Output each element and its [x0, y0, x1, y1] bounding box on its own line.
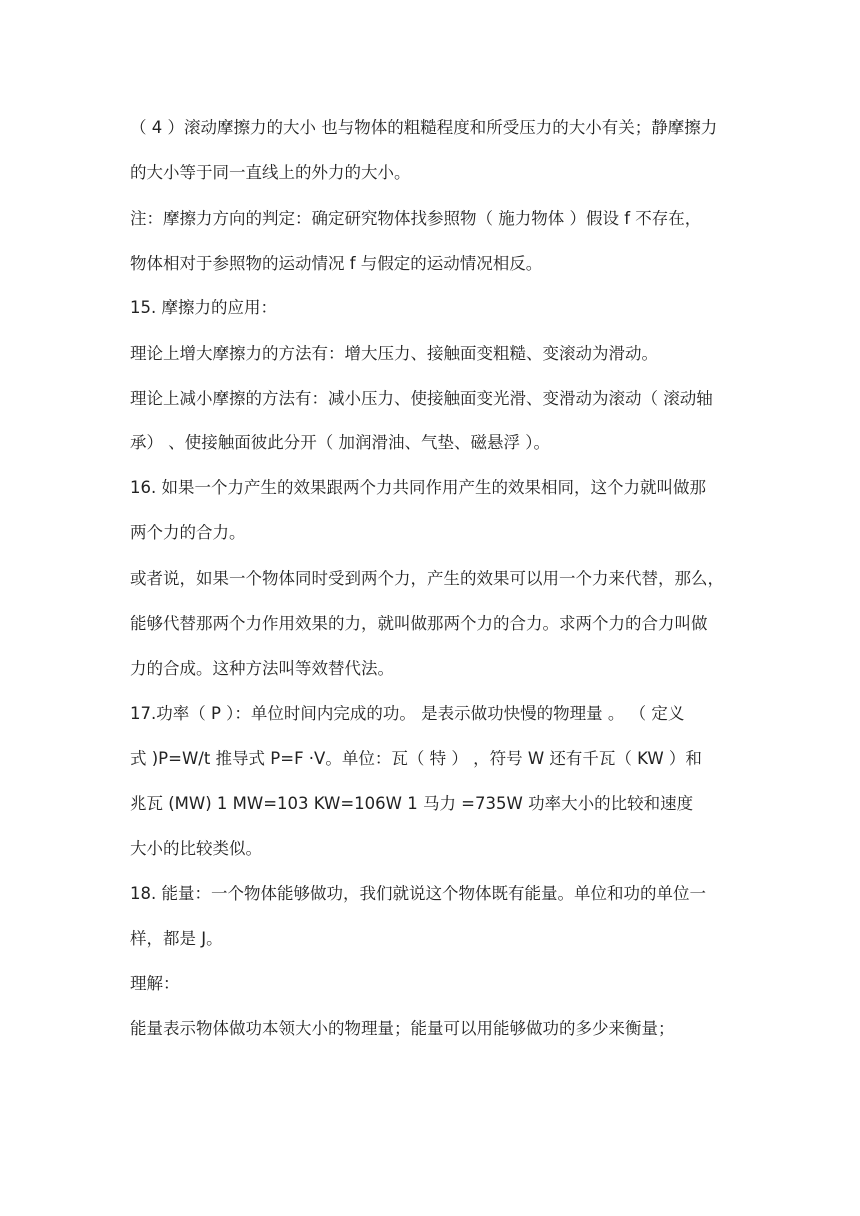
- text-line: 理论上增大摩擦力的方法有：增大压力、接触面变粗糙、变滚动为滑动。: [130, 344, 658, 363]
- text-line: 式 )P=W/t 推导式 P=F ·V。单位：瓦（ 特 ） ，符号 W 还有千瓦（ KW ）和: [130, 749, 702, 768]
- text-line: 大小的比较类似。: [130, 839, 262, 858]
- text-line: 两个力的合力。: [130, 523, 246, 542]
- text-line: 样，都是 J。: [130, 929, 223, 948]
- text-line: （ 4 ）滚动摩擦力的大小 也与物体的粗糙程度和所受压力的大小有关；静摩擦力: [130, 118, 718, 137]
- text-line: 力的合成。这种方法叫等效替代法。: [130, 659, 394, 678]
- text-line: 兆瓦 (MW) 1 MW=103 KW=106W 1 马力 =735W 功率大小的比较和速度: [130, 794, 694, 813]
- text-line: 能量表示物体做功本领大小的物理量；能量可以用能够做功的多少来衡量；: [130, 1019, 675, 1038]
- section-heading: 18. 能量：一个物体能够做功，我们就说这个物体既有能量。单位和功的单位一: [130, 884, 706, 903]
- text-line: 物体相对于参照物的运动情况 f 与假定的运动情况相反。: [130, 254, 543, 273]
- section-heading: 15. 摩擦力的应用：: [130, 298, 277, 317]
- text-line: 理解：: [130, 974, 180, 993]
- text-line: 注：摩擦力方向的判定：确定研究物体找参照物（ 施力物体 ）假设 f 不存在，: [130, 209, 702, 228]
- text-line: 理论上减小摩擦的方法有：减小压力、使接触面变光滑、变滑动为滚动（ 滚动轴: [130, 389, 713, 408]
- text-line: 能够代替那两个力作用效果的力，就叫做那两个力的合力。求两个力的合力叫做: [130, 614, 708, 633]
- section-heading: 16. 如果一个力产生的效果跟两个力共同作用产生的效果相同，这个力就叫做那: [130, 478, 706, 497]
- text-line: 的大小等于同一直线上的外力的大小。: [130, 163, 411, 182]
- section-heading: 17.功率（ P ）：单位时间内完成的功。 是表示做功快慢的物理量 。 （ 定义: [130, 704, 685, 723]
- text-line: 或者说，如果一个物体同时受到两个力，产生的效果可以用一个力来代替，那么，: [130, 569, 724, 588]
- text-line: 承） 、使接触面彼此分开（ 加润滑油、气垫、磁悬浮 ）。: [130, 433, 550, 452]
